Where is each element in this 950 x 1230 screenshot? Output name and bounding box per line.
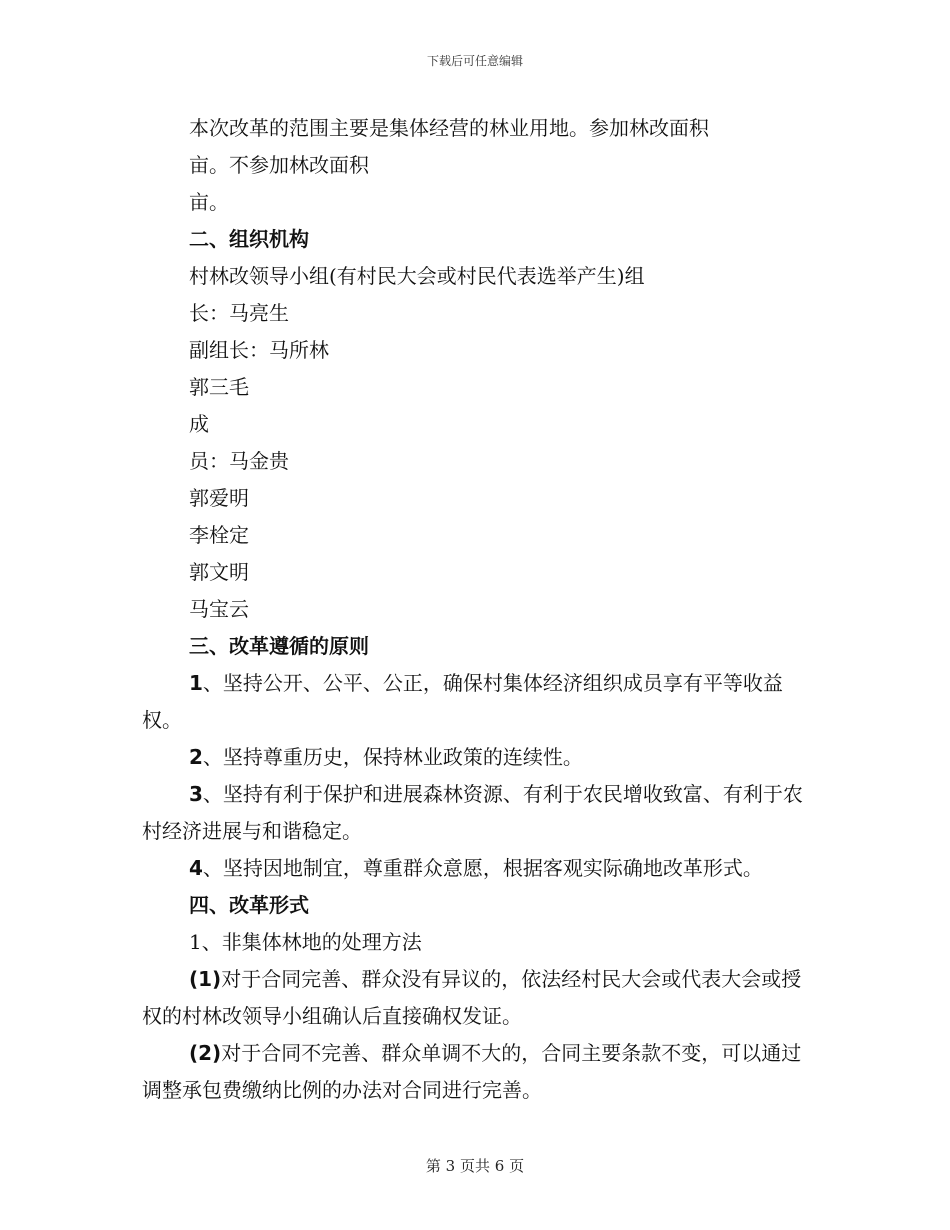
item-number: (2) [189, 1041, 222, 1065]
section-heading-principles: 三、改革遵循的原则 [189, 634, 369, 658]
org-line: 员：马金贵 [189, 449, 289, 473]
page-footer: 第 3 页共 6 页 [425, 1157, 525, 1175]
intro-line: 亩。不参加林改面积 [189, 153, 369, 177]
page-header: 下载后可任意编辑 [426, 54, 523, 68]
org-line: 李栓定 [189, 523, 249, 547]
org-line: 长：马亮生 [189, 301, 289, 325]
principle-number: 2 [189, 745, 203, 769]
item-paragraph [142, 1035, 812, 1109]
section-heading-reform-form: 四、改革形式 [189, 893, 309, 917]
principle-text: 、坚持尊重历史，保持林业政策的连续性。 [202, 745, 583, 769]
org-line: 郭三毛 [189, 375, 249, 399]
org-line: 村林改领导小组(有村民大会或村民代表选举产生)组 [189, 264, 645, 288]
org-line: 郭爱明 [189, 486, 249, 510]
principle-paragraph [142, 665, 812, 739]
principle-text: 、坚持有利于保护和进展森林资源、有利于农民增收致富、有利于农村经济进展与和谐稳定。 [142, 782, 803, 843]
item-paragraph [142, 961, 812, 1035]
org-line: 马宝云 [189, 597, 249, 621]
subheading-non-collective: 1、非集体林地的处理方法 [189, 930, 422, 954]
org-line: 郭文明 [189, 560, 249, 584]
principle-paragraph [142, 850, 812, 887]
section-heading-organization: 二、组织机构 [189, 227, 309, 251]
item-number: (1) [189, 967, 222, 991]
document-body [142, 110, 812, 1109]
principle-text: 、坚持因地制宜，尊重群众意愿，根据客观实际确地改革形式。 [202, 856, 763, 880]
principle-number: 3 [189, 782, 203, 806]
intro-line: 本次改革的范围主要是集体经营的林业用地。参加林改面积 [189, 116, 709, 140]
item-text: 对于合同不完善、群众单调不大的，合同主要条款不变，可以通过调整承包费缴纳比例的办法对合同进行完善。 [142, 1041, 802, 1102]
intro-line: 亩。 [189, 190, 229, 214]
principle-number: 1 [189, 671, 203, 695]
item-text: 对于合同完善、群众没有异议的，依法经村民大会或代表大会或授权的村林改领导小组确认后直接确权发证。 [142, 967, 802, 1028]
principle-paragraph [142, 739, 812, 776]
principle-number: 4 [189, 856, 203, 880]
org-line: 副组长：马所林 [189, 338, 329, 362]
principle-paragraph [142, 776, 812, 850]
principle-text: 、坚持公开、公平、公正，确保村集体经济组织成员享有平等收益权。 [142, 671, 783, 732]
org-line: 成 [189, 412, 209, 436]
